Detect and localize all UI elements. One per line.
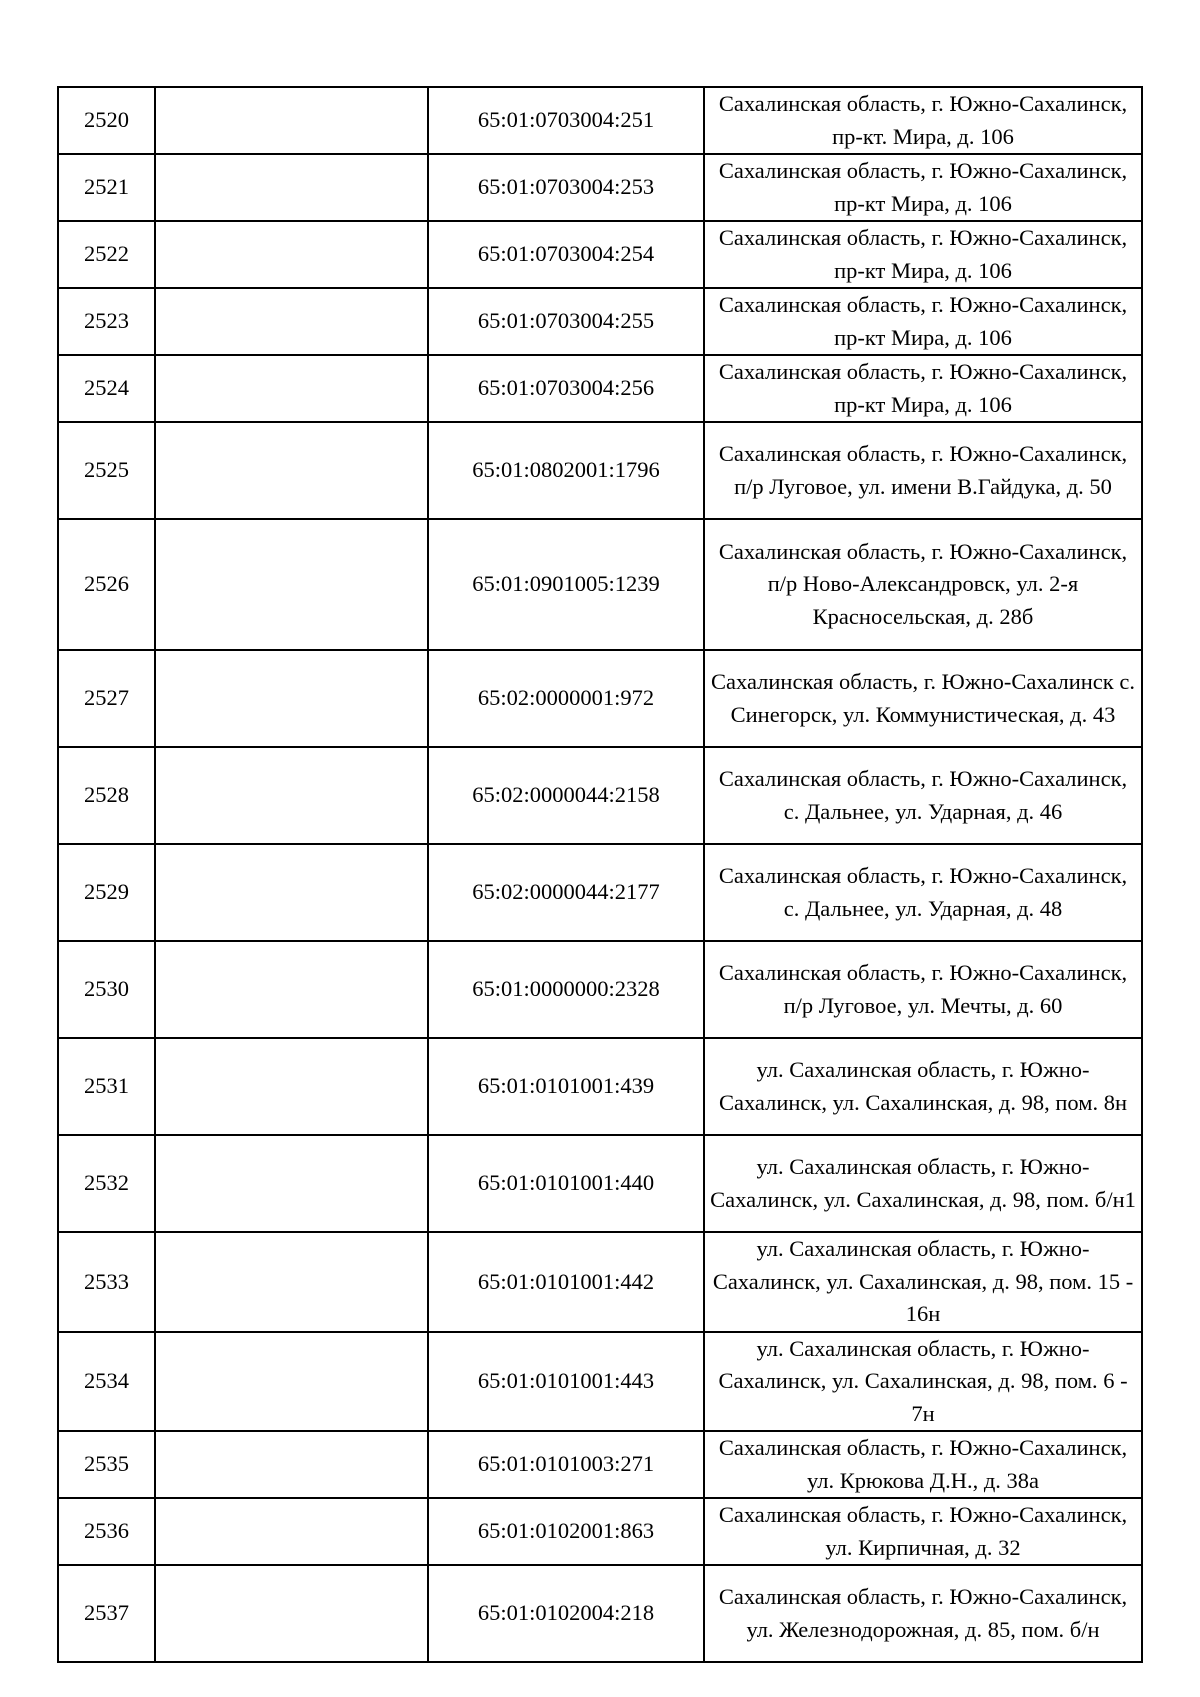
row-number: 2537: [58, 1565, 155, 1662]
row-number: 2536: [58, 1498, 155, 1565]
table-row: [58, 1565, 1142, 1662]
cadastral-number: 65:01:0703004:253: [428, 154, 704, 221]
address: Сахалинская область, г. Южно-Сахалинск, пр-кт Мира, д. 106: [704, 355, 1142, 422]
cadastral-number: 65:01:0802001:1796: [428, 422, 704, 519]
table-row: [58, 355, 1142, 422]
cadastral-number: 65:02:0000044:2158: [428, 747, 704, 844]
cadastral-number: 65:02:0000001:972: [428, 650, 704, 747]
object-name: [155, 154, 428, 221]
table-row: [58, 1135, 1142, 1232]
row-number: 2527: [58, 650, 155, 747]
row-number: 2522: [58, 221, 155, 288]
row-number: 2531: [58, 1038, 155, 1135]
object-name: [155, 941, 428, 1038]
object-name: [155, 422, 428, 519]
cadastral-number: 65:01:0102004:218: [428, 1565, 704, 1662]
row-number: 2535: [58, 1431, 155, 1498]
address: Сахалинская область, г. Южно-Сахалинск, ул. Кирпичная, д. 32: [704, 1498, 1142, 1565]
row-number: 2520: [58, 87, 155, 154]
object-name: [155, 1565, 428, 1662]
table-row: [58, 422, 1142, 519]
row-number: 2533: [58, 1232, 155, 1332]
row-number: 2526: [58, 519, 155, 650]
address: ул. Сахалинская область, г. Южно-Сахалинск, ул. Сахалинская, д. 98, пом. 6 - 7н: [704, 1332, 1142, 1432]
object-name: [155, 1431, 428, 1498]
row-number: 2530: [58, 941, 155, 1038]
object-name: [155, 1232, 428, 1332]
table-row: [58, 519, 1142, 650]
address: ул. Сахалинская область, г. Южно-Сахалинск, ул. Сахалинская, д. 98, пом. 8н: [704, 1038, 1142, 1135]
address: ул. Сахалинская область, г. Южно-Сахалинск, ул. Сахалинская, д. 98, пом. б/н1: [704, 1135, 1142, 1232]
address: Сахалинская область, г. Южно-Сахалинск, с. Дальнее, ул. Ударная, д. 46: [704, 747, 1142, 844]
cadastral-number: 65:01:0101001:439: [428, 1038, 704, 1135]
table-row: [58, 1232, 1142, 1332]
object-name: [155, 221, 428, 288]
address: Сахалинская область, г. Южно-Сахалинск, п/р Луговое, ул. имени В.Гайдука, д. 50: [704, 422, 1142, 519]
address: Сахалинская область, г. Южно-Сахалинск, ул. Железнодорожная, д. 85, пом. б/н: [704, 1565, 1142, 1662]
cadastral-number: 65:01:0703004:251: [428, 87, 704, 154]
cadastral-number: 65:01:0101001:443: [428, 1332, 704, 1432]
property-table: [57, 86, 1143, 1663]
row-number: 2525: [58, 422, 155, 519]
object-name: [155, 844, 428, 941]
table-row: [58, 650, 1142, 747]
table-row: [58, 844, 1142, 941]
address: Сахалинская область, г. Южно-Сахалинск, п/р Луговое, ул. Мечты, д. 60: [704, 941, 1142, 1038]
row-number: 2534: [58, 1332, 155, 1432]
table-row: [58, 1332, 1142, 1432]
address: Сахалинская область, г. Южно-Сахалинск, ул. Крюкова Д.Н., д. 38а: [704, 1431, 1142, 1498]
cadastral-number: 65:01:0703004:256: [428, 355, 704, 422]
object-name: [155, 650, 428, 747]
row-number: 2521: [58, 154, 155, 221]
cadastral-number: 65:01:0101003:271: [428, 1431, 704, 1498]
table-row: [58, 288, 1142, 355]
object-name: [155, 519, 428, 650]
table-row: [58, 1038, 1142, 1135]
object-name: [155, 87, 428, 154]
row-number: 2532: [58, 1135, 155, 1232]
address: Сахалинская область, г. Южно-Сахалинск, пр-кт Мира, д. 106: [704, 154, 1142, 221]
cadastral-number: 65:01:0000000:2328: [428, 941, 704, 1038]
cadastral-number: 65:01:0102001:863: [428, 1498, 704, 1565]
object-name: [155, 1498, 428, 1565]
address: Сахалинская область, г. Южно-Сахалинск с. Синегорск, ул. Коммунистическая, д. 43: [704, 650, 1142, 747]
cadastral-number: 65:01:0703004:254: [428, 221, 704, 288]
object-name: [155, 747, 428, 844]
address: Сахалинская область, г. Южно-Сахалинск, пр-кт Мира, д. 106: [704, 288, 1142, 355]
object-name: [155, 1135, 428, 1232]
cadastral-number: 65:02:0000044:2177: [428, 844, 704, 941]
row-number: 2529: [58, 844, 155, 941]
table-row: [58, 747, 1142, 844]
row-number: 2523: [58, 288, 155, 355]
table-row: [58, 87, 1142, 154]
object-name: [155, 1038, 428, 1135]
address: Сахалинская область, г. Южно-Сахалинск, с. Дальнее, ул. Ударная, д. 48: [704, 844, 1142, 941]
address: Сахалинская область, г. Южно-Сахалинск, пр-кт. Мира, д. 106: [704, 87, 1142, 154]
row-number: 2528: [58, 747, 155, 844]
table-row: [58, 221, 1142, 288]
cadastral-number: 65:01:0901005:1239: [428, 519, 704, 650]
object-name: [155, 288, 428, 355]
cadastral-number: 65:01:0101001:442: [428, 1232, 704, 1332]
cadastral-number: 65:01:0101001:440: [428, 1135, 704, 1232]
address: Сахалинская область, г. Южно-Сахалинск, п/р Ново-Александровск, ул. 2-я Красносельская, д. 28б: [704, 519, 1142, 650]
cadastral-number: 65:01:0703004:255: [428, 288, 704, 355]
address: ул. Сахалинская область, г. Южно-Сахалинск, ул. Сахалинская, д. 98, пом. 15 - 16н: [704, 1232, 1142, 1332]
table-row: [58, 1498, 1142, 1565]
address: Сахалинская область, г. Южно-Сахалинск, пр-кт Мира, д. 106: [704, 221, 1142, 288]
object-name: [155, 1332, 428, 1432]
row-number: 2524: [58, 355, 155, 422]
property-table-body: [58, 87, 1142, 1662]
object-name: [155, 355, 428, 422]
table-row: [58, 941, 1142, 1038]
table-row: [58, 154, 1142, 221]
table-row: [58, 1431, 1142, 1498]
